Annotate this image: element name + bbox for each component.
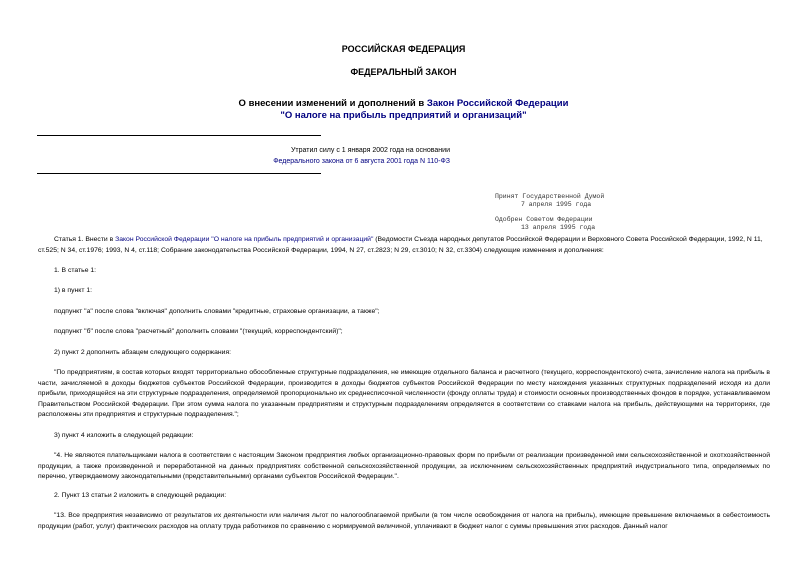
para-1: 1. В статье 1:: [54, 267, 97, 274]
para-9: 2. Пункт 13 статьи 2 изложить в следующей редакции:: [54, 492, 227, 499]
duma-date: 7 апреля 1995 года: [521, 200, 592, 208]
para-6: "По предприятиям, в состав которых входят территориально обособленные структурные подразделения, не имеющие отдельного баланса и расчетного (текущего, корреспондентского) счета, зачисление налога на прибыль в части, зачисляемой в доходы бюджетов субъектов Российской Федерации, производится в доходы бюджетов субъектов Российской Федерации по месту нахождения указанных структурных подразделений исходя из доли прибыли, приходящейся на эти структурные подразделения, определяемой пропорционально их среднесписочной численности (фонду оплаты труда) и стоимости основных производственных фондов в порядке, устанавливаемом Правительством Российской Федерации. При этом сумма налога по указанным предприятиям и структурным подразделениям определяется в соответствии со ставками налога на прибыль, действующими на территориях, где расположены эти предприятия и структурные подразделения.";: [38, 369, 770, 418]
article-1: [38, 235, 770, 256]
country-heading: РОССИЙСКАЯ ФЕДЕРАЦИЯ: [341, 44, 466, 54]
lost-force-text: Утратил силу с 1 января 2002 года на основании: [290, 147, 450, 154]
article-1-law-link[interactable]: Закон Российской Федерации "О налоге на прибыль предприятий и организаций": [115, 236, 374, 243]
council-date: 13 апреля 1995 года: [521, 223, 596, 231]
title-law-name-link[interactable]: "О налоге на прибыль предприятий и организаций": [280, 110, 527, 121]
para-4: подпункт "б" после слова "расчетный" дополнить словами "(текущий, корреспондентский)";: [54, 328, 343, 335]
title-law-link[interactable]: Закон Российской Федерации: [426, 98, 569, 109]
law-title: [0, 98, 807, 122]
para-10: "13. Все предприятия независимо от результатов их деятельности или наличия льгот по налогооблагаемой прибыли (в том числе освобождения от налога на прибыль), имеющие превышение включаемых в себестоимость продукции (работ, услуг) фактических расходов на оплату труда работников по сравнению с нормируемой величиной, уплачивают в бюджет налог с суммы превышения этих расходов. Данный налог: [38, 512, 770, 530]
title-prefix: О внесении изменений и дополнений в: [238, 98, 427, 109]
council-approved: Одобрен Советом Федерации: [495, 216, 593, 223]
basis-law-link[interactable]: Федерального закона от 6 августа 2001 года N 110-ФЗ: [273, 158, 450, 165]
para-2: 1) в пункт 1:: [54, 287, 92, 294]
para-8: "4. Не являются плательщиками налога в соответствии с настоящим Законом предприятия любых организационно-правовых форм по прибыли от реализации произведенной ими сельскохозяйственной и охотхозяйственной продукции, а также произведенной и переработанной на данных предприятиях собственной сельскохозяйственной продукции, за исключением сельскохозяйственных предприятий индустриального типа, определяемых по перечню, утверждаемому законодательными (представительными) органами субъектов Российской Федерации.".: [38, 452, 770, 480]
para-3: подпункт "а" после слова "включая" дополнить словами "кредитные, страховые организации, а также";: [54, 308, 380, 315]
para-5: 2) пункт 2 дополнить абзацем следующего содержания:: [54, 349, 232, 356]
duma-adopted: Принят Государственной Думой: [495, 193, 605, 200]
article-1-intro: Статья 1. Внести в Закон Российской Федерации "О налоге на прибыль предприятий и организаций" (Ведомости Съезда народных депутатов Российской Федерации и Верховного Совета Российской Федерации, 1992, N 11, ст.525; N 34, ст.1976; 1993, N 4, ст.118; Собрание законодательства Российской Федерации, 1994, N 27, ст.2823; N 29, ст.3010; N 32, ст.3304) следующие изменения и дополнения:: [38, 236, 763, 254]
divider-bottom: [37, 173, 321, 174]
para-7: 3) пункт 4 изложить в следующей редакции:: [54, 432, 194, 439]
divider-top: [37, 135, 321, 136]
doc-type-heading: ФЕДЕРАЛЬНЫЙ ЗАКОН: [350, 67, 457, 77]
adoption-block: [495, 193, 625, 231]
lost-force-note: [150, 145, 450, 167]
